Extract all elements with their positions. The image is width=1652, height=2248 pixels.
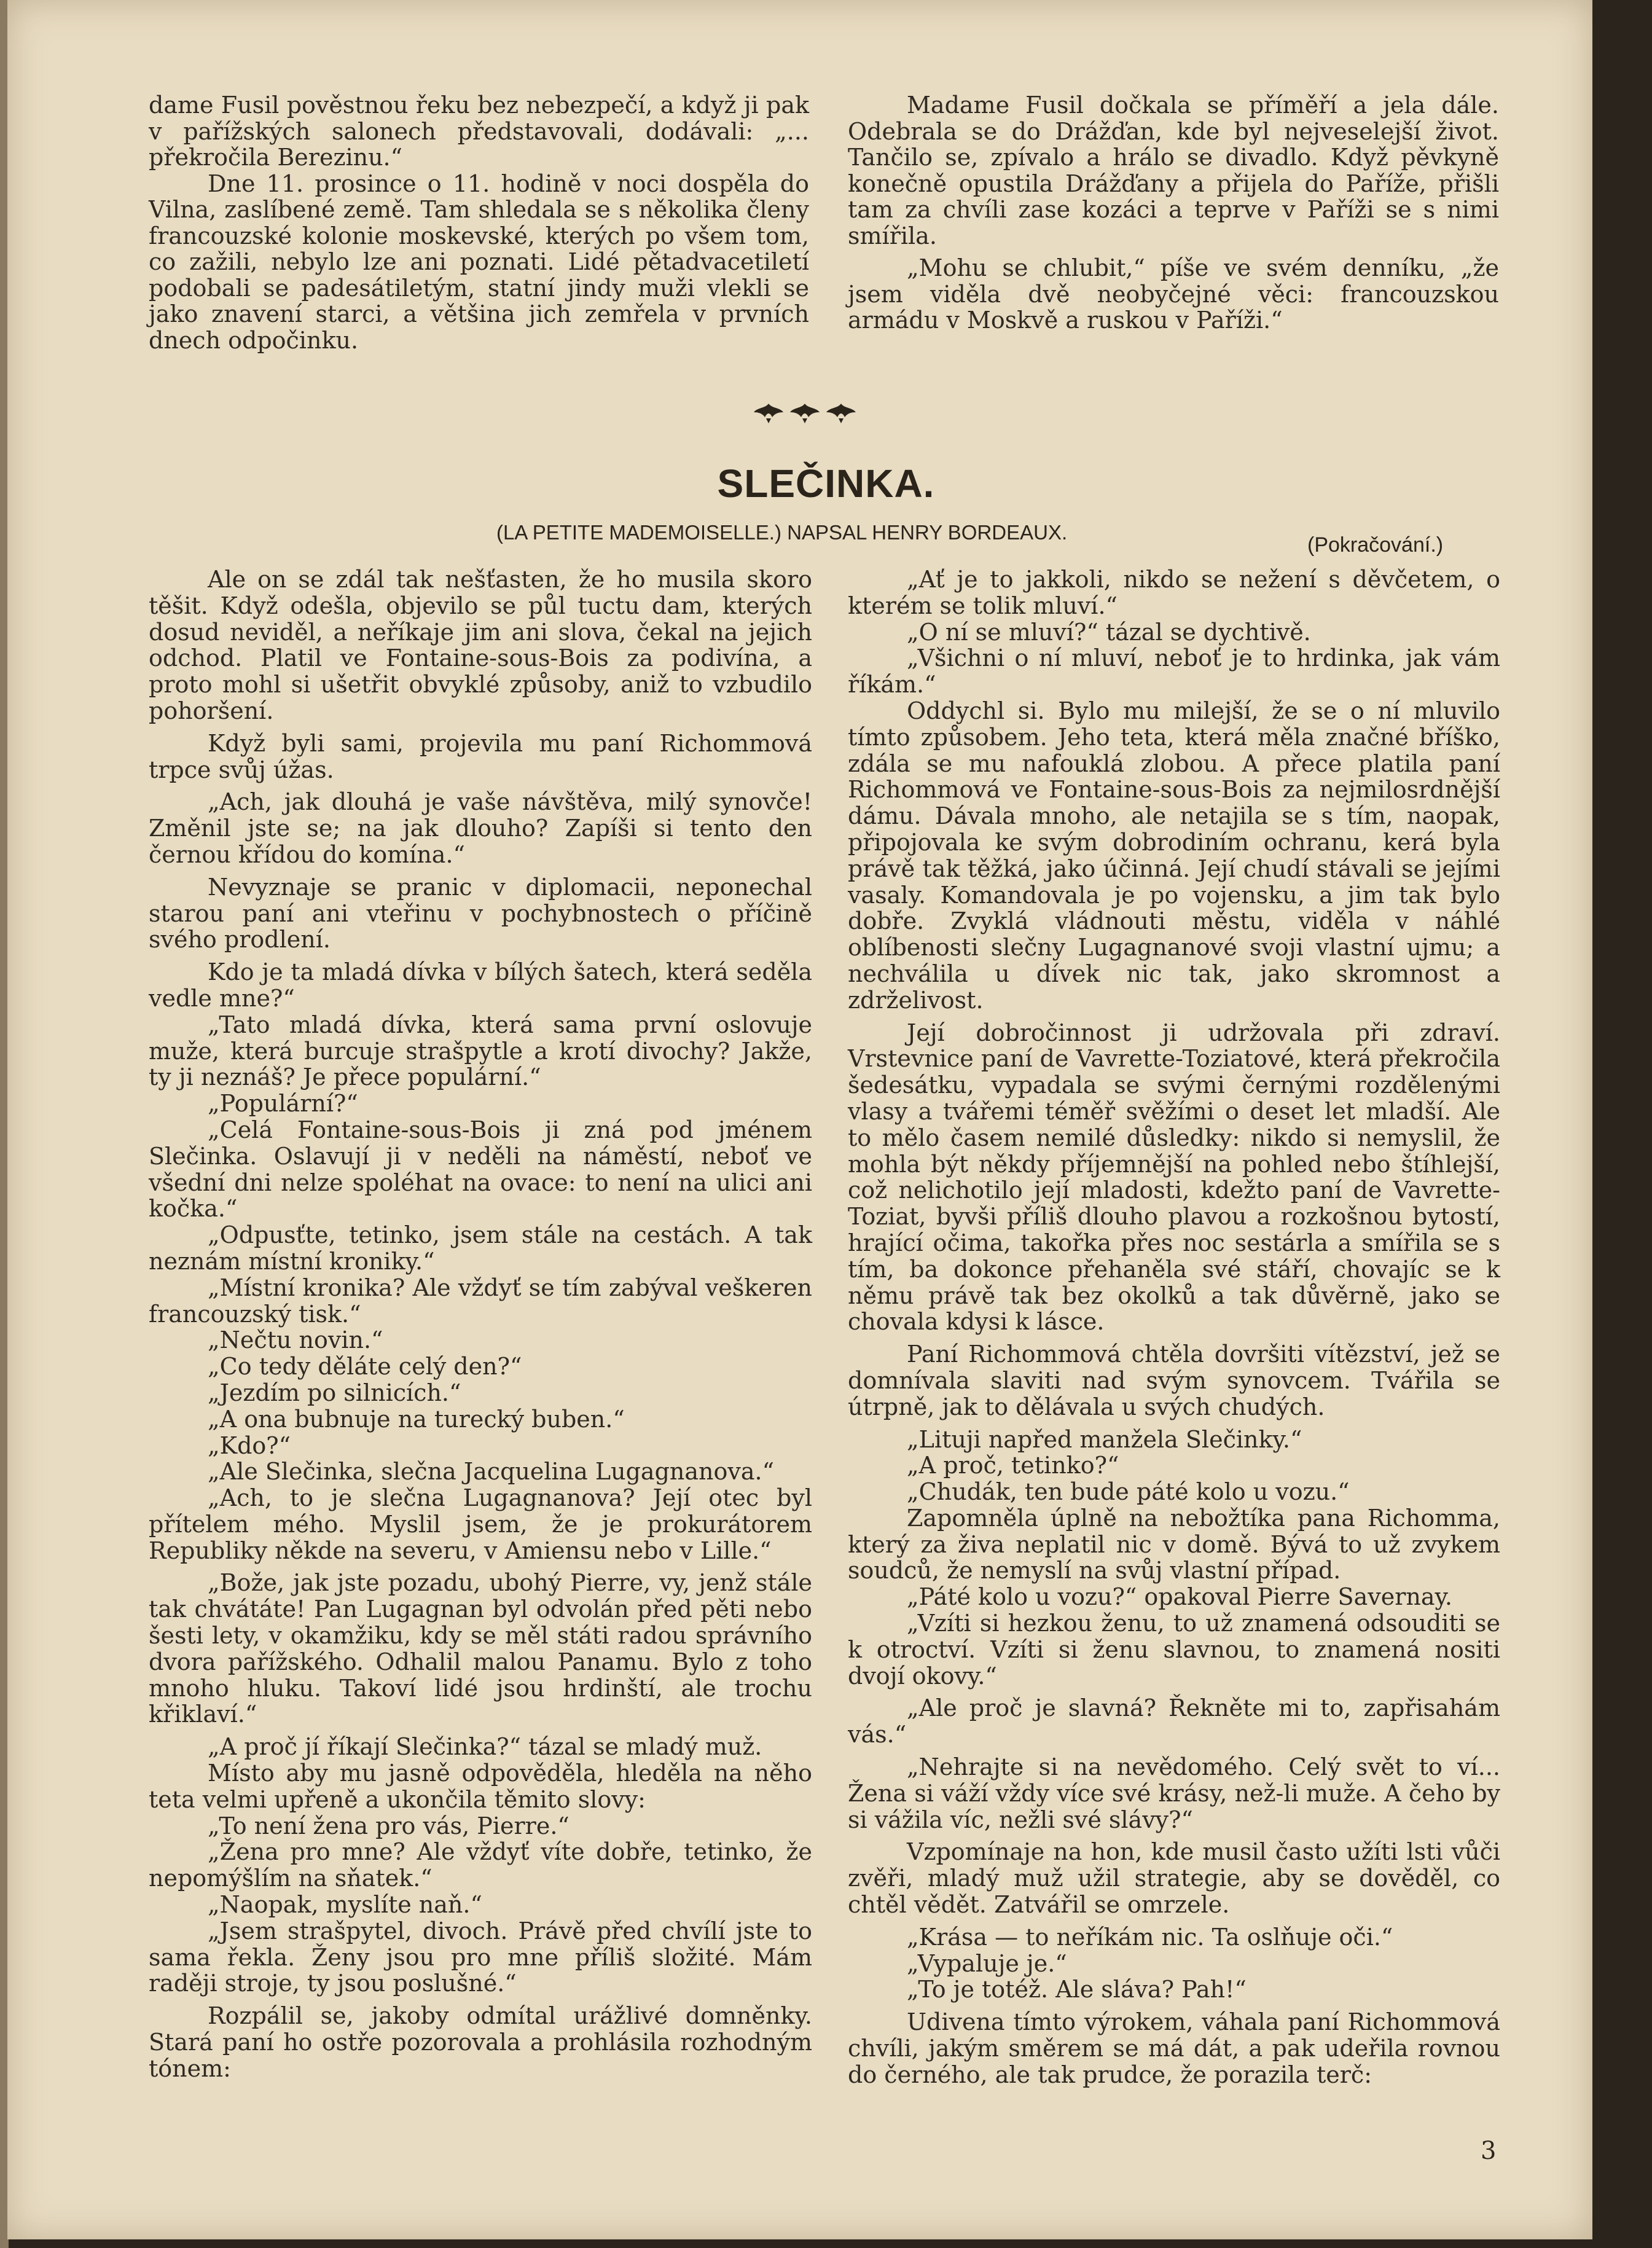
paragraph: Udivena tímto výrokem, váhala paní Richommová chvíli, jakým směrem se má dát, a pak udeřila rovnou do černého, ale tak prudce, že porazila terč: <box>848 2008 1500 2088</box>
paragraph: „Všichni o ní mluví, neboť je to hrdinka, jak vám říkám.“ <box>848 644 1500 699</box>
paragraph: „Co tedy děláte celý den?“ <box>208 1353 522 1381</box>
paragraph: „Krása — to neříkám nic. Ta oslňuje oči.“ <box>907 1923 1393 1951</box>
paragraph: Paní Richommová chtěla dovršiti vítězství, jež se domnívala slaviti nad svým synovcem. Tvářila se útrpně, jak to dělávala u svých chudých. <box>848 1341 1500 1420</box>
paragraph: Když byli sami, projevila mu paní Richommová trpce svůj úžas. <box>149 729 812 783</box>
continued-note: (Pokračování.) <box>1307 533 1444 557</box>
paragraph: „Nečtu novin.“ <box>208 1326 383 1354</box>
paragraph: „Odpusťte, tetinko, jsem stále na cestách. A tak neznám místní kroniky.“ <box>149 1221 812 1275</box>
article-left-column <box>149 566 812 2082</box>
paragraph: dame Fusil pověstnou řeku bez nebezpečí, a když ji pak v pařížských salonech představovali, dodávali: „... překročila Berezinu.“ <box>149 92 809 171</box>
top-right-column <box>848 92 1499 334</box>
paragraph: Oddychl si. Bylo mu milejší, že se o ní mluvilo tímto způsobem. Jeho teta, která měla značné bříško, zdála se mu nafouklá zlobou. A přece platila paní Richommová ve Fontaine-sous-Bois za nejmilosrdnější dámu. Dávala mnoho, ale netajila se s tím, naopak, připojovala ke svým dobrodiním ochranu, kerá byla právě tak těžká, jako účinná. Její chudí stávali se jejími vasaly. Komandovala je po vojensku, a jim tak bylo dobře. Zvyklá vládnouti městu, viděla v náhlé oblíbenosti slečny Lugagnanové svoji vlastní ujmu; a nechválila u dívek nic tak, jako skromnost a zdrželivost. <box>848 697 1500 1014</box>
page-number: 3 <box>1481 2137 1497 2165</box>
paragraph: Kdo je ta mladá dívka v bílých šatech, která seděla vedle mne?“ <box>149 958 812 1012</box>
paragraph: „O ní se mluví?“ tázal se dychtivě. <box>907 618 1311 646</box>
paragraph: „Jezdím po silnicích.“ <box>208 1379 461 1406</box>
paragraph: Místo aby mu jasně odpověděla, hleděla na něho teta velmi upřeně a ukončila těmito slovy: <box>149 1760 812 1813</box>
fleuron-icon <box>825 400 857 425</box>
paragraph: „Ach, to je slečna Lugagnanova? Její otec byl přítelem mého. Myslil jsem, že je prokurátorem Republiky někde na severu, v Amiensu nebo v Lille.“ <box>149 1484 812 1564</box>
fleuron-icon <box>789 400 821 425</box>
paragraph: „Celá Fontaine-sous-Bois ji zná pod jménem Slečinka. Oslavují ji v neděli na náměstí, neboť ve všední dni nelze spoléhat na ovace: to není na ulici ani kočka.“ <box>149 1116 812 1223</box>
paragraph: Dne 11. prosince o 11. hodině v noci dospěla do Vilna, zaslíbené země. Tam shledala se s několika členy francouzské kolonie moskevské, kterých po všem tom, co zažili, nebylo lze ani poznati. Lidé pětadvacetiletí podobali se padesátiletým, statní jindy muži vlekli se jako znavení starci, a většina jich zemřela v prvních dnech odpočinku. <box>149 170 809 354</box>
section-divider-ornament <box>753 399 857 425</box>
paragraph: „To je totéž. Ale sláva? Pah!“ <box>907 1976 1247 2003</box>
paragraph: „Ať je to jakkoli, nikdo se nežení s děvčetem, o kterém se tolik mluví.“ <box>848 566 1500 619</box>
paragraph: „A proč jí říkají Slečinka?“ tázal se mladý muž. <box>208 1733 762 1761</box>
paragraph: „Lituji napřed manžela Slečinky.“ <box>907 1425 1302 1453</box>
top-left-column <box>149 92 809 353</box>
paragraph: Rozpálil se, jakoby odmítal urážlivé domněnky. Stará paní ho ostře pozorovala a prohlásila rozhodným tónem: <box>149 2002 812 2082</box>
paragraph: „Ach, jak dlouhá je vaše návštěva, milý synovče! Změnil jste se; na jak dlouho? Zapíši si tento den černou křídou do komína.“ <box>149 788 812 868</box>
paragraph: „A proč, tetinko?“ <box>907 1452 1119 1479</box>
article-byline: (LA PETITE MADEMOISELLE.) NAPSAL HENRY BORDEAUX. <box>496 521 1068 544</box>
paragraph: „Bože, jak jste pozadu, ubohý Pierre, vy, jenž stále tak chvátáte! Pan Lugagnan byl odvolán před pěti nebo šesti lety, v okamžiku, kdy se měl státi radou správního dvora pařížského. Odhalil malou Panamu. Bylo z toho mnoho hluku. Takoví lidé jsou hrdinští, ale trochu křiklaví.“ <box>149 1569 812 1728</box>
paragraph: „Páté kolo u vozu?“ opakoval Pierre Savernay. <box>907 1583 1452 1611</box>
paragraph: Vzpomínaje na hon, kde musil často užíti lsti vůči zvěři, mladý muž užil strategie, aby se dověděl, co chtěl vědět. Zatvářil se omrzele. <box>848 1838 1500 1919</box>
paragraph: „A ona bubnuje na turecký buben.“ <box>208 1405 625 1433</box>
paragraph: Nevyznaje se pranic v diplomacii, neponechal starou paní ani vteřinu v pochybnostech o příčině svého prodlení. <box>149 873 812 954</box>
paragraph: „Vzíti si hezkou ženu, to už znamená odsouditi se k otroctví. Vzíti si ženu slavnou, to znamená nositi dvojí okovy.“ <box>848 1610 1500 1690</box>
paragraph: Její dobročinnost ji udržovala při zdraví. Vrstevnice paní de Vavrette-Toziatové, která překročila šedesátku, vypadala se svými černými rozdělenými vlasy a tvářemi téměř svěžími o deset let mladší. Ale to mělo časem nemilé důsledky: nikdo si nemyslil, že mohla být někdy příjemnější na pohled nebo štíhlejší, což nelichotilo její mladosti, kdežto paní de Vavrette-Toziat, byvši příliš dlouho plavou a rozkošnou bytostí, hrající očima, takořka přes noc sestárla a smířila se s tím, ba dokonce přehaněla své stáří, chovajíc se k němu právě tak bez okolků a tak důvěrně, jako se chovala kdysi k lásce. <box>848 1019 1500 1336</box>
paragraph: „Mohu se chlubit,“ píše ve svém denníku, „že jsem viděla dvě neobyčejné věci: francouzskou armádu v Moskvě a ruskou v Paříži.“ <box>848 254 1499 334</box>
paragraph: „Tato mladá dívka, která sama první oslovuje muže, která burcuje strašpytle a krotí divochy? Jakže, ty ji neznáš? Je přece populární.“ <box>149 1011 812 1091</box>
paragraph: „To není žena pro vás, Pierre.“ <box>208 1812 570 1839</box>
paragraph: „Populární?“ <box>208 1090 358 1118</box>
paragraph: „Ale Slečinka, slečna Jacquelina Lugagnanova.“ <box>208 1458 775 1486</box>
paragraph: Ale on se zdál tak nešťasten, že ho musila skoro těšit. Když odešla, objevilo se půl tuctu dam, kterých dosud neviděl, a neříkaje jim ani slova, čekal na jejich odchod. Platil ve Fontaine-sous-Bois za podivína, a proto mohl si ušetřit obvyklé způsoby, aniž to vzbudilo pohoršení. <box>149 566 812 724</box>
article-title: SLEČINKA. <box>717 461 935 506</box>
paragraph: Zapomněla úplně na nebožtíka pana Richomma, který za živa neplatil nic v domě. Bývá to už zvykem soudců, že nemyslí na svůj vlastní případ. <box>848 1504 1500 1584</box>
paragraph: „Vypaluje je.“ <box>907 1949 1067 1977</box>
paragraph: „Ale proč je slavná? Řekněte mi to, zapřisahám vás.“ <box>848 1694 1500 1749</box>
paragraph: „Místní kronika? Ale vždyť se tím zabýval veškeren francouzský tisk.“ <box>149 1274 812 1328</box>
paragraph: „Žena pro mne? Ale vždyť víte dobře, tetinko, že nepomýšlím na sňatek.“ <box>149 1838 812 1892</box>
paragraph: „Jsem strašpytel, divoch. Právě před chvílí jste to sama řekla. Ženy jsou pro mne příliš složité. Mám raději stroje, ty jsou poslušné.“ <box>149 1917 812 1997</box>
paragraph: „Naopak, myslíte naň.“ <box>208 1891 482 1919</box>
fleuron-icon <box>753 400 785 425</box>
paragraph: „Kdo?“ <box>208 1431 291 1459</box>
article-right-column <box>848 566 1500 2088</box>
paragraph: „Nehrajte si na nevědomého. Celý svět to ví... Žena si váží vždy více své krásy, než-li muže. A čeho by si vážila víc, nežli své slávy?“ <box>848 1753 1500 1833</box>
paragraph: Madame Fusil dočkala se příměří a jela dále. Odebrala se do Drážďan, kde byl nejveselejší život. Tančilo se, zpívalo a hrálo se divadlo. Když pěvkyně konečně opustila Drážďany a přijela do Paříže, přišli tam za chvíli zase kozáci a teprve v Paříži se s nimi smířila. <box>848 92 1499 249</box>
paragraph: „Chudák, ten bude páté kolo u vozu.“ <box>907 1478 1350 1506</box>
